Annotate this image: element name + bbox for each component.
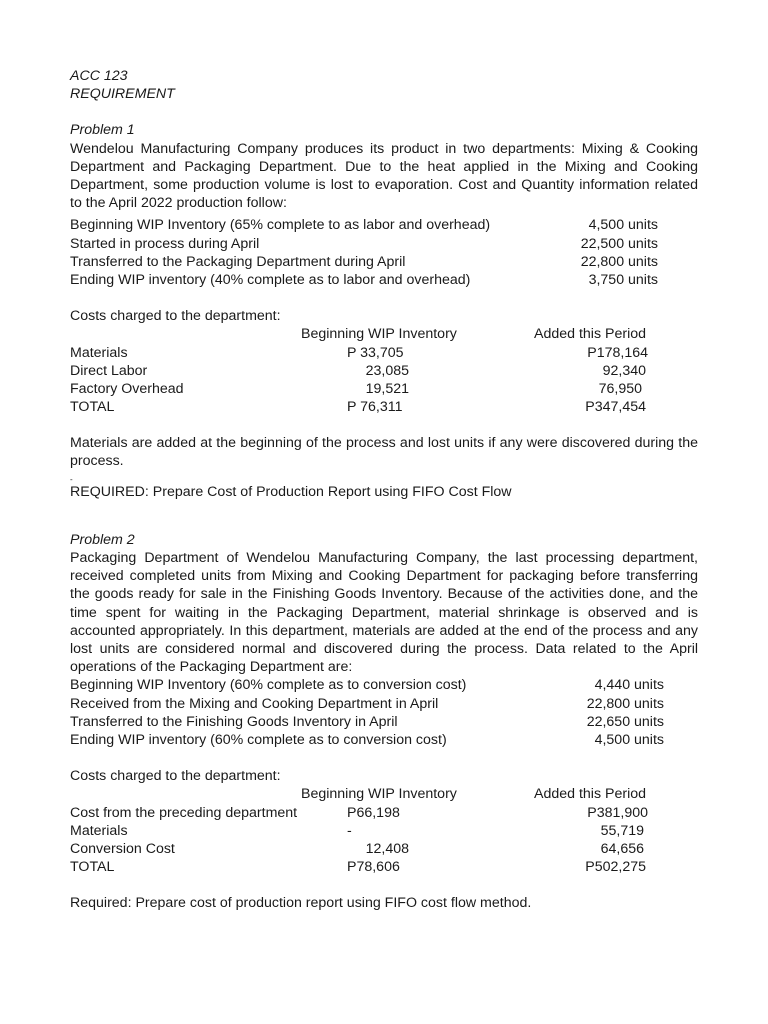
quantity-value: 22,800 units — [586, 695, 664, 712]
cost-beginning: - — [347, 822, 352, 839]
cost-label: Direct Labor — [70, 362, 148, 379]
cost-row — [70, 380, 698, 398]
problem1-quantity-list — [70, 216, 698, 289]
cost-label: Conversion Cost — [70, 840, 175, 857]
course-code: ACC 123 — [70, 68, 128, 84]
cost-added: 76,950 — [598, 380, 642, 397]
cost-label: Factory Overhead — [70, 380, 184, 397]
cost-row — [70, 804, 698, 822]
cost-row — [70, 344, 698, 362]
problem1-intro: Wendelou Manufacturing Company produces its product in two departments: Mixing & Cooking Department and Packaging Department. Due to the heat applied in the Mixing and Cooking Department, some production volume is lost to evaporation. Cost and Quantity information related to the April 2022 production follow: — [70, 140, 698, 212]
stray-mark: - — [70, 474, 73, 484]
quantity-label: Transferred to the Finishing Goods Inventory in April — [70, 713, 398, 730]
quantity-value: 22,800 units — [580, 253, 658, 270]
problem1-heading: Problem 1 — [70, 122, 135, 139]
cost-added: P178,164 — [587, 344, 648, 361]
problem2-costs-title: Costs charged to the department: — [70, 768, 281, 785]
cost-added: 92,340 — [602, 362, 646, 379]
cost-added: P502,275 — [585, 859, 646, 876]
column-header-added: Added this Period — [534, 786, 646, 803]
cost-beginning: 12,408 — [365, 840, 409, 857]
cost-row-total — [70, 398, 698, 416]
cost-beginning: P78,606 — [347, 859, 400, 876]
cost-added: P347,454 — [585, 399, 646, 416]
cost-row — [70, 362, 698, 380]
cost-added: 64,656 — [600, 840, 644, 857]
quantity-row — [70, 731, 698, 749]
column-header-added: Added this Period — [534, 326, 646, 343]
quantity-label: Beginning WIP Inventory (60% complete as to conversion cost) — [70, 677, 467, 694]
column-header-beginning: Beginning WIP Inventory — [301, 786, 457, 803]
problem1-required: REQUIRED: Prepare Cost of Production Report using FIFO Cost Flow — [70, 483, 512, 500]
quantity-label: Ending WIP inventory (40% complete as to labor and overhead) — [70, 271, 471, 288]
quantity-value: 3,750 units — [588, 271, 658, 288]
cost-label: Materials — [70, 344, 128, 361]
problem1-costs-title: Costs charged to the department: — [70, 308, 281, 325]
cost-added: 55,719 — [600, 822, 644, 839]
cost-label: Cost from the preceding department — [70, 804, 298, 821]
quantity-label: Beginning WIP Inventory (65% complete to as labor and overhead) — [70, 217, 491, 234]
cost-beginning: P 33,705 — [347, 344, 404, 361]
document-page — [70, 67, 698, 913]
cost-label: TOTAL — [70, 399, 115, 416]
quantity-row — [70, 695, 698, 713]
quantity-label: Ending WIP inventory (60% complete as to conversion cost) — [70, 732, 447, 749]
quantity-row — [70, 676, 698, 694]
cost-row-total — [70, 858, 698, 876]
cost-row — [70, 840, 698, 858]
cost-row — [70, 822, 698, 840]
quantity-value: 4,440 units — [594, 677, 664, 694]
quantity-label: Started in process during April — [70, 235, 260, 252]
problem2-cost-table — [70, 785, 698, 876]
cost-beginning: P66,198 — [347, 804, 400, 821]
problem2-intro: Packaging Department of Wendelou Manufacturing Company, the last processing department, received completed units from Mixing and Cooking Department for packaging before transferring the goods ready for sale in the Finishing Goods Inventory. Because of the activities done, and the time spent for waiting in the Packaging Department, material shrinkage is observed and is accounted appropriately. In this department, materials are added at the end of the process and any lost units are considered normal and discovered during the process. Data related to the April operations of the Packaging Department are: — [70, 550, 698, 676]
quantity-row — [70, 713, 698, 731]
cost-beginning: 19,521 — [365, 380, 409, 397]
quantity-label: Received from the Mixing and Cooking Department in April — [70, 695, 439, 712]
cost-beginning: P 76,311 — [347, 399, 403, 416]
cost-label: TOTAL — [70, 859, 115, 876]
quantity-value: 22,500 units — [580, 235, 658, 252]
quantity-row — [70, 235, 698, 253]
problem2-quantity-list — [70, 676, 698, 749]
quantity-row — [70, 216, 698, 234]
cost-table-header — [70, 325, 698, 343]
cost-label: Materials — [70, 822, 128, 839]
quantity-value: 4,500 units — [588, 217, 658, 234]
cost-table-header — [70, 785, 698, 803]
problem2-heading: Problem 2 — [70, 531, 135, 548]
quantity-label: Transferred to the Packaging Department during April — [70, 253, 406, 270]
problem1-cost-table — [70, 325, 698, 416]
cost-added: P381,900 — [587, 804, 648, 821]
quantity-value: 4,500 units — [594, 732, 664, 749]
quantity-row — [70, 271, 698, 289]
column-header-beginning: Beginning WIP Inventory — [301, 326, 457, 343]
cost-beginning: 23,085 — [365, 362, 409, 379]
problem1-note: Materials are added at the beginning of the process and lost units if any were discovered during the process. — [70, 435, 698, 470]
quantity-value: 22,650 units — [586, 713, 664, 730]
quantity-row — [70, 253, 698, 271]
problem2-required: Required: Prepare cost of production report using FIFO cost flow method. — [70, 895, 532, 912]
document-title: REQUIREMENT — [70, 86, 175, 103]
